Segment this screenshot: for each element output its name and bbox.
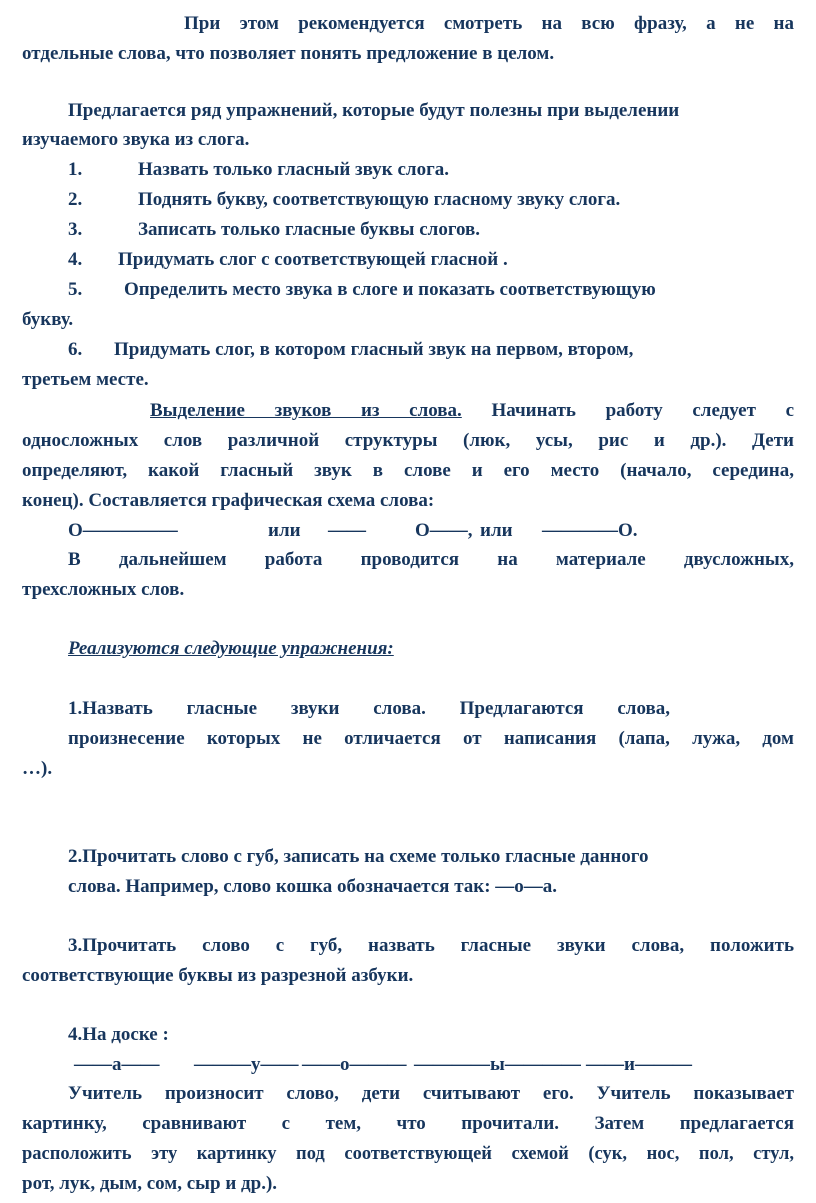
word-section-line-2: односложных слов различной структуры (люк, усы, рис и др.). Дети [22, 430, 794, 451]
exercise-4-line-4: расположить эту картинку под соответствующей схемой (сук, нос, пол, стул, [22, 1144, 794, 1164]
word-section-line-5: В дальнейшем работа проводится на материале двусложных, [68, 549, 794, 570]
word-section-line-3: определяют, какой гласный звук в слове и его место (начало, середина, [22, 460, 794, 481]
list-item [68, 278, 656, 302]
word-section-line-4: конец). Составляется графическая схема слова: [22, 490, 435, 511]
word-scheme-row [68, 519, 638, 543]
list-number: 1. [68, 159, 83, 180]
scheme-item: ———у—— [194, 1054, 299, 1075]
list-text: Поднять букву, соответствующую гласному звуку слога. [138, 189, 621, 210]
exercise-1-line-1: 1.Назвать гласные звуки слова. Предлагаются слова, [68, 698, 670, 719]
scheme-item: ——о——— [302, 1054, 407, 1075]
intro-line-1: При этом рекомендуется смотреть на всю фразу, а не на [184, 13, 794, 34]
syllable-intro-line-2: изучаемого звука из слога. [22, 129, 250, 150]
scheme-item: или [480, 520, 513, 541]
list-number: 4. [68, 249, 83, 270]
exercise-1-line-3: …). [22, 758, 53, 779]
list-item-continuation: букву. [22, 309, 74, 330]
list-number: 2. [68, 189, 83, 210]
exercise-4-line-3: картинку, сравнивают с тем, что прочитали. Затем предлагается [22, 1113, 794, 1134]
list-number: 3. [68, 219, 83, 240]
list-item [68, 338, 633, 362]
exercise-number: 3. [68, 935, 83, 956]
scheme-item: О————— [68, 520, 178, 541]
exercise-number: 4. [68, 1024, 83, 1045]
exercise-4-line-5: рот, лук, дым, сом, сыр и др.). [22, 1173, 278, 1194]
list-text: Назвать только гласный звук слога. [138, 159, 449, 180]
exercise-3-line-1: 3.Прочитать слово с губ, назвать гласные звуки слова, положить [68, 935, 794, 956]
scheme-item: ————О. [542, 520, 638, 541]
scheme-item: ——и——— [586, 1054, 692, 1075]
list-item [68, 218, 480, 242]
list-text: Определить место звука в слоге и показать соответствующую [124, 279, 656, 300]
list-item [68, 158, 449, 182]
list-number: 6. [68, 339, 83, 360]
exercise-3-line-2: соответствующие буквы из разрезной азбуки. [22, 965, 414, 986]
intro-line-2: отдельные слова, что позволяет понять предложение в целом. [22, 43, 555, 64]
exercise-number: 2. [68, 846, 83, 867]
list-item [68, 188, 620, 212]
list-text: Придумать слог с соответствующей гласной . [118, 249, 508, 270]
board-scheme-row [74, 1053, 692, 1077]
syllable-intro-line-1: Предлагается ряд упражнений, которые будут полезны при выделении [68, 100, 680, 121]
section-heading: Выделение звуков из слова. [150, 400, 462, 421]
exercise-4-line-2: Учитель произносит слово, дети считывают его. Учитель показывает [68, 1083, 794, 1104]
exercise-number: 1. [68, 698, 83, 719]
scheme-item: О——, [415, 520, 473, 541]
list-text: Записать только гласные буквы слогов. [138, 219, 481, 240]
exercise-4-line-1: 4.На доске : [68, 1024, 169, 1045]
exercise-2-line-1: 2.Прочитать слово с губ, записать на схеме только гласные данного [68, 846, 649, 867]
list-text: Придумать слог, в котором гласный звук на первом, втором, [114, 339, 634, 360]
scheme-item: —— [328, 520, 366, 541]
scheme-item: ——а—— [74, 1054, 160, 1075]
list-item [68, 248, 508, 272]
word-section-line-1 [150, 399, 794, 423]
scheme-item: или [268, 520, 301, 541]
word-section-line-6: трехсложных слов. [22, 579, 185, 600]
exercises-heading: Реализуются следующие упражнения: [68, 638, 394, 659]
list-item-continuation: третьем месте. [22, 369, 149, 390]
scheme-item: ————ы———— [414, 1054, 581, 1075]
exercise-2-line-2: слова. Например, слово кошка обозначается так: —о—а. [68, 876, 558, 897]
exercise-1-line-2: произнесение которых не отличается от написания (лапа, лужа, дом [68, 728, 794, 749]
list-number: 5. [68, 279, 83, 300]
word-section-text: Начинать работу следует с [491, 400, 795, 421]
